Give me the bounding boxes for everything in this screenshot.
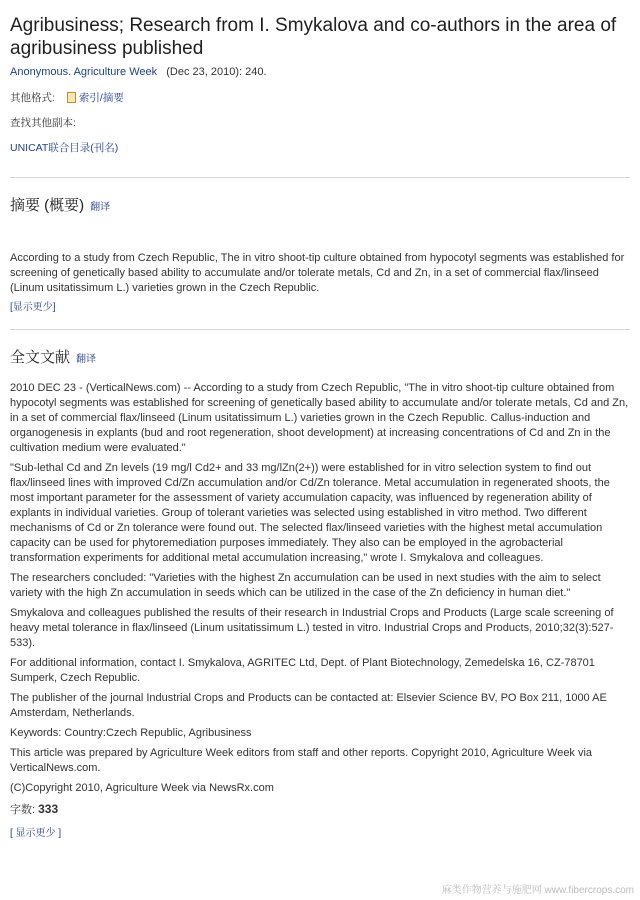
fulltext-paragraph: This article was prepared by Agriculture Week editors from staff and other reports. Copyright 2010, Agriculture Week via VerticalNews.com. [10,747,593,774]
fulltext-paragraph: Keywords: Country:Czech Republic, Agribusiness [10,727,252,739]
other-copies-row [10,115,630,130]
article-source-link[interactable]: Anonymous. Agriculture Week [10,66,158,78]
abstract-heading [10,194,630,215]
document-icon [67,92,76,103]
fulltext-paragraph: For additional information, contact I. Smykalova, AGRITEC Ltd, Dept. of Plant Biotechnology, Zemedelska 16, CZ-78701 Sumperk, Czech Republic. [10,657,595,684]
fulltext-paragraph: The researchers concluded: "Varieties with the highest Zn accumulation can be used in next studies with the aim to select variety with the high Zn accumulation in seeds which can be utilized in the case of the Zn deficiency in human diet." [10,572,601,599]
other-formats-row [10,90,630,105]
divider [10,177,630,178]
abstract-show-less-link[interactable]: [显示更少] [10,302,56,313]
index-abstract-link[interactable]: 索引/摘要 [78,92,124,104]
fulltext-heading [10,346,630,367]
word-count [10,801,630,817]
abstract-translate-link[interactable]: 翻译 [90,202,111,213]
fulltext-paragraph: (C)Copyright 2010, Agriculture Week via NewsRx.com [10,782,274,794]
fulltext-paragraph: The publisher of the journal Industrial Crops and Products can be contacted at: Elsevier Science BV, PO Box 211, 1000 AE Amsterdam, Netherlands. [10,692,607,719]
abstract-heading-text: 摘要 (概要) [10,197,85,214]
unicat-link[interactable]: UNICAT联合目录(刊名) [10,142,119,154]
divider [10,329,630,330]
abstract-text: According to a study from Czech Republic, The in vitro shoot-tip culture obtained from hypocotyl segments was established for screening of genetically based ability to accumulate and/or tolerate metals, Cd and Zn, in a set of commercial flax/linseed (Linum usitatissimum L.) varieties grown in the Czech Republic. [10,252,625,294]
fulltext-heading-text: 全文文献 [10,349,71,366]
word-count-label: 字数: [10,804,36,816]
article-meta [10,66,630,78]
fulltext-paragraph: Smykalova and colleagues published the results of their research in Industrial Crops and Products (Large scale screening of heavy metal tolerance in flax/linseed (Linum usitatissimum L.) tested in vitro. Industrial Crops and Products, 2010;32(3):527-533). [10,607,614,649]
fulltext-paragraph: "Sub-lethal Cd and Zn levels (19 mg/l Cd2+ and 33 mg/lZn(2+)) were established for in vitro selection system to find out flax/linseed lines with improved Cd/Zn accumulation and/or Cd/Zn tolerance. Metal accumulation in regenerated shoots, the most important parameter for the assessment of variety accumulation capacity, was influenced by regeneration ability of explants in individual varieties. Group of tolerant varieties was selected using established in vitro method. Two different mechanisms of Cd or Zn tolerance were found out. The selected flax/linseed varieties with the highest metal accumulation capacity can be used for phytoremediation purposes immediately. They also can be employed in the agrobacterial transformation experiments for additional metal accumulation increasing," wrote I. Smykalova and colleagues. [10,462,610,564]
article-title: Agribusiness; Research from I. Smykalova and co-authors in the area of agribusiness published [10,15,617,59]
word-count-value: 333 [38,802,59,816]
other-copies-label: 查找其他副本: [10,117,76,129]
watermark: 麻类作物营养与施肥网 www.fibercrops.com [441,885,634,896]
article-date-pages: (Dec 23, 2010): 240. [166,66,267,78]
other-formats-label: 其他格式: [10,92,55,104]
fulltext-show-less-link[interactable]: [ 显示更少 ] [10,828,62,839]
fulltext-paragraph: 2010 DEC 23 - (VerticalNews.com) -- According to a study from Czech Republic, "The in vitro shoot-tip culture obtained from hypocotyl segments was established for screening of genetically based ability to accumulate and/or tolerate metals, Cd and Zn, in a set of commercial flax/linseed (Linum usitatissimum L.) varieties grown in the Czech Republic. Callus-induction and organogenesis in explants (bud and root regeneration, shoot development) at increasing concentrations of Cd and Zn in the cultivation medium were evaluated." [10,382,629,454]
fulltext-translate-link[interactable]: 翻译 [76,354,97,365]
